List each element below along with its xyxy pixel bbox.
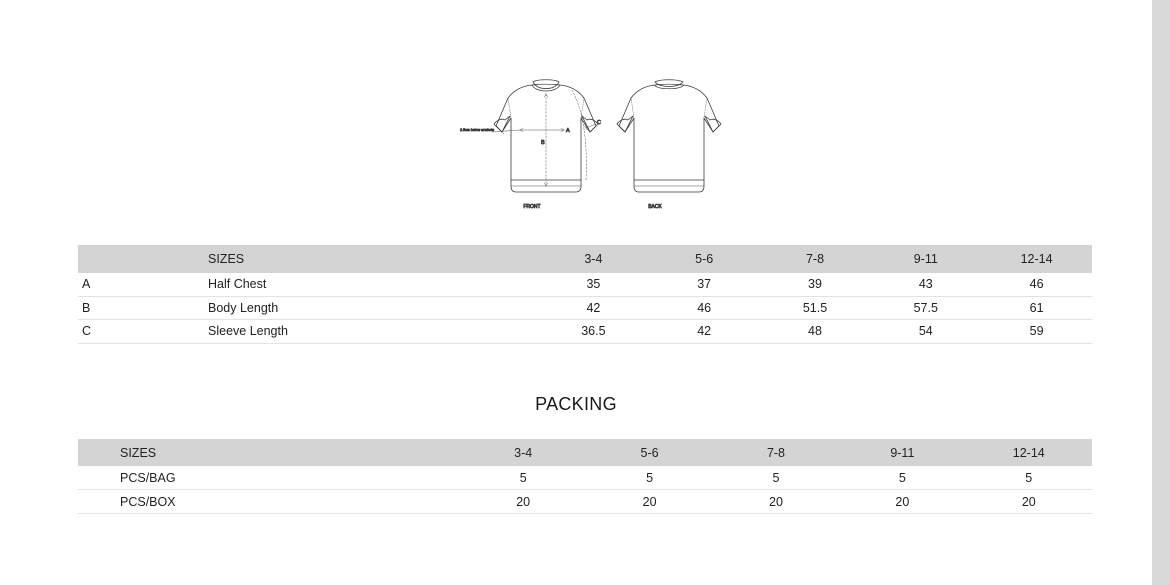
cell-value: 37 bbox=[649, 273, 760, 296]
header-size-7-8: 7-8 bbox=[805, 252, 825, 266]
cell-value: 43 bbox=[870, 273, 981, 296]
cell-value: 61 bbox=[981, 296, 1092, 320]
table-row bbox=[78, 466, 1092, 490]
row-label: Half Chest bbox=[144, 273, 538, 296]
cell-value: 20 bbox=[839, 490, 965, 514]
dimension-c-label: C bbox=[597, 120, 601, 126]
header-size-5-6: 5-6 bbox=[695, 252, 714, 266]
row-code: B bbox=[78, 296, 144, 320]
header-code bbox=[78, 245, 144, 273]
cell-value: 46 bbox=[981, 273, 1092, 296]
measurement-table-head bbox=[78, 245, 1092, 273]
dimension-a-label: A bbox=[566, 128, 570, 134]
row-code: A bbox=[78, 273, 144, 296]
table-header-row bbox=[78, 439, 1092, 466]
garment-technical-drawing bbox=[440, 68, 740, 228]
cell-value: 20 bbox=[713, 490, 839, 514]
cell-value: 5 bbox=[586, 466, 712, 490]
cell-value: 59 bbox=[981, 320, 1092, 344]
packing-header-size-3-4: 3-4 bbox=[514, 445, 533, 460]
cell-value: 57.5 bbox=[870, 296, 981, 320]
packing-table-head bbox=[78, 439, 1092, 466]
table-row bbox=[78, 273, 1092, 296]
armhole-note-label: 2.5cm below armhole bbox=[460, 128, 495, 132]
cell-value: 42 bbox=[538, 296, 649, 320]
packing-header-size-9-11: 9-11 bbox=[890, 445, 915, 460]
dimension-b-label: B bbox=[541, 140, 545, 146]
header-size-9-11: 9-11 bbox=[913, 252, 938, 266]
cell-value: 5 bbox=[713, 466, 839, 490]
packing-header-size-7-8: 7-8 bbox=[766, 445, 786, 460]
cell-value: 39 bbox=[760, 273, 871, 296]
cell-value: 5 bbox=[839, 466, 965, 490]
table-row bbox=[78, 320, 1092, 344]
measurement-table bbox=[78, 245, 1092, 344]
table-row bbox=[78, 296, 1092, 320]
cell-value: 42 bbox=[649, 320, 760, 344]
front-view-label: FRONT bbox=[523, 204, 541, 210]
page-right-margin bbox=[1152, 0, 1170, 585]
cell-value: 20 bbox=[586, 490, 712, 514]
back-view-illustration bbox=[617, 80, 721, 192]
row-label: Body Length bbox=[144, 296, 538, 320]
cell-value: 51.5 bbox=[760, 296, 871, 320]
measurement-table-body bbox=[78, 273, 1092, 343]
packing-header-size-12-14: 12-14 bbox=[1012, 445, 1045, 460]
cell-value: 48 bbox=[760, 320, 871, 344]
table-header-row bbox=[78, 245, 1092, 273]
header-size-12-14: 12-14 bbox=[1020, 252, 1053, 266]
packing-table bbox=[78, 439, 1092, 514]
packing-section-title: PACKING bbox=[535, 394, 617, 414]
cell-value: 5 bbox=[460, 466, 586, 490]
back-view-label: BACK bbox=[648, 204, 662, 210]
row-label: Sleeve Length bbox=[144, 320, 538, 344]
cell-value: 36.5 bbox=[538, 320, 649, 344]
packing-header-sizes: SIZES bbox=[120, 445, 157, 460]
cell-value: 35 bbox=[538, 273, 649, 296]
packing-header-size-5-6: 5-6 bbox=[640, 445, 659, 460]
header-sizes: SIZES bbox=[208, 252, 245, 266]
header-size-3-4: 3-4 bbox=[584, 252, 603, 266]
packing-table-body bbox=[78, 466, 1092, 514]
row-label: PCS/BAG bbox=[78, 466, 460, 490]
cell-value: 20 bbox=[460, 490, 586, 514]
cell-value: 46 bbox=[649, 296, 760, 320]
row-code: C bbox=[78, 320, 144, 344]
cell-value: 54 bbox=[870, 320, 981, 344]
cell-value: 5 bbox=[966, 466, 1092, 490]
cell-value: 20 bbox=[966, 490, 1092, 514]
table-row bbox=[78, 490, 1092, 514]
row-label: PCS/BOX bbox=[78, 490, 460, 514]
